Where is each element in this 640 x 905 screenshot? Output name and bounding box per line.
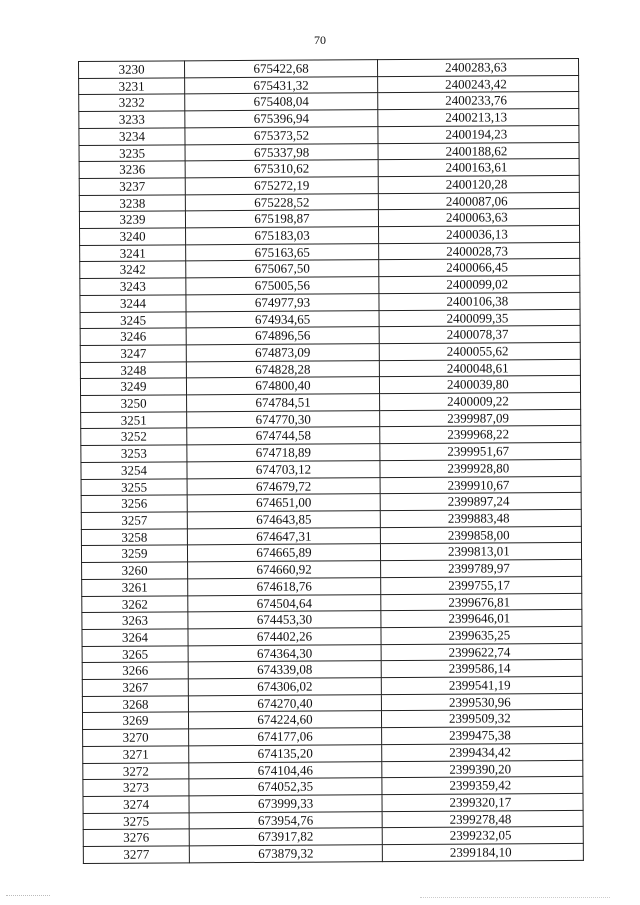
x-coordinate-cell: 675183,03: [186, 227, 379, 245]
y-coordinate-cell: 2400283,63: [377, 58, 578, 76]
point-number-cell: 3238: [79, 194, 185, 211]
point-number-cell: 3254: [81, 462, 187, 479]
point-number-cell: 3276: [83, 829, 189, 846]
scan-artifact-line: [420, 897, 610, 899]
point-number-cell: 3264: [82, 629, 188, 646]
x-coordinate-cell: 674104,46: [189, 761, 382, 779]
point-number-cell: 3267: [82, 679, 188, 696]
point-number-cell: 3263: [82, 612, 188, 629]
y-coordinate-cell: 2399755,17: [381, 576, 582, 594]
page-number: 70: [314, 33, 326, 47]
y-coordinate-cell: 2400120,28: [378, 175, 579, 193]
point-number-cell: 3245: [80, 311, 186, 328]
x-coordinate-cell: 675005,56: [186, 277, 379, 295]
x-coordinate-cell: 674339,08: [188, 661, 381, 679]
point-number-cell: 3271: [83, 746, 189, 763]
x-coordinate-cell: 674306,02: [188, 678, 381, 696]
x-coordinate-cell: 674270,40: [188, 694, 381, 712]
point-number-cell: 3275: [83, 812, 189, 829]
point-number-cell: 3230: [79, 61, 185, 78]
y-coordinate-cell: 2400087,06: [378, 192, 579, 210]
y-coordinate-cell: 2399541,19: [381, 676, 582, 694]
y-coordinate-cell: 2400048,61: [379, 359, 580, 377]
x-coordinate-cell: 674364,30: [188, 644, 381, 662]
y-coordinate-cell: 2399278,48: [382, 810, 583, 828]
x-coordinate-cell: 674651,00: [187, 494, 380, 512]
y-coordinate-cell: 2399676,81: [381, 593, 582, 611]
y-coordinate-cell: 2399646,01: [381, 610, 582, 628]
point-number-cell: 3265: [82, 645, 188, 662]
y-coordinate-cell: 2400188,62: [378, 142, 579, 160]
point-number-cell: 3277: [83, 846, 189, 863]
point-number-cell: 3242: [80, 261, 186, 278]
point-number-cell: 3231: [79, 78, 185, 95]
y-coordinate-cell: 2400213,13: [378, 109, 579, 127]
point-number-cell: 3259: [81, 545, 187, 562]
point-number-cell: 3270: [83, 729, 189, 746]
x-coordinate-cell: 675396,94: [185, 110, 378, 128]
y-coordinate-cell: 2399530,96: [381, 693, 582, 711]
point-number-cell: 3244: [80, 295, 186, 312]
point-number-cell: 3246: [80, 328, 186, 345]
y-coordinate-cell: 2400194,23: [378, 125, 579, 143]
table-row: [83, 843, 583, 863]
point-number-cell: 3273: [83, 779, 189, 796]
x-coordinate-cell: 674618,76: [188, 577, 381, 595]
point-number-cell: 3234: [79, 128, 185, 145]
y-coordinate-cell: 2399789,97: [381, 560, 582, 578]
y-coordinate-cell: 2399928,80: [380, 459, 581, 477]
point-number-cell: 3266: [82, 662, 188, 679]
point-number-cell: 3251: [81, 412, 187, 429]
point-number-cell: 3250: [81, 395, 187, 412]
y-coordinate-cell: 2400099,35: [379, 309, 580, 327]
x-coordinate-cell: 674744,58: [187, 427, 380, 445]
y-coordinate-cell: 2399858,00: [380, 526, 581, 544]
x-coordinate-cell: 674504,64: [188, 594, 381, 612]
x-coordinate-cell: 674828,28: [186, 360, 379, 378]
y-coordinate-cell: 2400009,22: [380, 392, 581, 410]
point-number-cell: 3236: [79, 161, 185, 178]
x-coordinate-cell: 673917,82: [189, 828, 382, 846]
x-coordinate-cell: 675228,52: [185, 193, 378, 211]
point-number-cell: 3243: [80, 278, 186, 295]
y-coordinate-cell: 2399897,24: [380, 493, 581, 511]
x-coordinate-cell: 674896,56: [186, 327, 379, 345]
point-number-cell: 3255: [81, 478, 187, 495]
y-coordinate-cell: 2399359,42: [382, 777, 583, 795]
point-number-cell: 3240: [80, 228, 186, 245]
x-coordinate-cell: 674660,92: [188, 561, 381, 579]
x-coordinate-cell: 674402,26: [188, 628, 381, 646]
x-coordinate-cell: 675198,87: [185, 210, 378, 228]
point-number-cell: 3253: [81, 445, 187, 462]
x-coordinate-cell: 673954,76: [189, 811, 382, 829]
point-number-cell: 3261: [82, 579, 188, 596]
point-number-cell: 3232: [79, 94, 185, 111]
x-coordinate-cell: 674643,85: [187, 511, 380, 529]
x-coordinate-cell: 675431,32: [185, 76, 378, 94]
y-coordinate-cell: 2399883,48: [380, 509, 581, 527]
y-coordinate-cell: 2400163,61: [378, 159, 579, 177]
y-coordinate-cell: 2399475,38: [382, 727, 583, 745]
y-coordinate-cell: 2399184,10: [382, 843, 583, 861]
x-coordinate-cell: 674052,35: [189, 778, 382, 796]
point-number-cell: 3235: [79, 144, 185, 161]
point-number-cell: 3274: [83, 796, 189, 813]
y-coordinate-cell: 2400066,45: [379, 259, 580, 277]
x-coordinate-cell: 673999,33: [189, 795, 382, 813]
x-coordinate-cell: 675163,65: [186, 243, 379, 261]
x-coordinate-cell: 674647,31: [187, 527, 380, 545]
x-coordinate-cell: 674800,40: [186, 377, 379, 395]
y-coordinate-cell: 2399586,14: [381, 660, 582, 678]
x-coordinate-cell: 674453,30: [188, 611, 381, 629]
x-coordinate-cell: 675310,62: [185, 160, 378, 178]
coordinates-table: [78, 58, 584, 864]
point-number-cell: 3268: [82, 696, 188, 713]
point-number-cell: 3249: [80, 378, 186, 395]
x-coordinate-cell: 673879,32: [189, 845, 382, 863]
x-coordinate-cell: 675272,19: [185, 177, 378, 195]
x-coordinate-cell: 675422,68: [185, 60, 378, 78]
y-coordinate-cell: 2400036,13: [379, 225, 580, 243]
x-coordinate-cell: 674784,51: [187, 394, 380, 412]
x-coordinate-cell: 674718,89: [187, 444, 380, 462]
x-coordinate-cell: 675067,50: [186, 260, 379, 278]
x-coordinate-cell: 674703,12: [187, 461, 380, 479]
x-coordinate-cell: 674873,09: [186, 344, 379, 362]
point-number-cell: 3241: [80, 245, 186, 262]
y-coordinate-cell: 2399320,17: [382, 793, 583, 811]
y-coordinate-cell: 2399910,67: [380, 476, 581, 494]
point-number-cell: 3252: [81, 428, 187, 445]
scan-artifact: [6, 895, 50, 898]
y-coordinate-cell: 2400106,38: [379, 292, 580, 310]
y-coordinate-cell: 2400078,37: [379, 326, 580, 344]
x-coordinate-cell: 674224,60: [188, 711, 381, 729]
y-coordinate-cell: 2400055,62: [379, 342, 580, 360]
x-coordinate-cell: 674177,06: [189, 728, 382, 746]
x-coordinate-cell: 674977,93: [186, 294, 379, 312]
y-coordinate-cell: 2399813,01: [380, 543, 581, 561]
point-number-cell: 3237: [79, 178, 185, 195]
point-number-cell: 3272: [83, 762, 189, 779]
x-coordinate-cell: 675408,04: [185, 93, 378, 111]
y-coordinate-cell: 2399987,09: [380, 409, 581, 427]
point-number-cell: 3262: [82, 595, 188, 612]
point-number-cell: 3258: [81, 529, 187, 546]
point-number-cell: 3233: [79, 111, 185, 128]
y-coordinate-cell: 2400028,73: [379, 242, 580, 260]
y-coordinate-cell: 2399509,32: [381, 710, 582, 728]
y-coordinate-cell: 2399635,25: [381, 626, 582, 644]
y-coordinate-cell: 2399968,22: [380, 426, 581, 444]
point-number-cell: 3269: [82, 712, 188, 729]
x-coordinate-cell: 674679,72: [187, 477, 380, 495]
y-coordinate-cell: 2399434,42: [382, 743, 583, 761]
y-coordinate-cell: 2400233,76: [378, 92, 579, 110]
point-number-cell: 3248: [80, 362, 186, 379]
x-coordinate-cell: 674934,65: [186, 310, 379, 328]
y-coordinate-cell: 2400243,42: [378, 75, 579, 93]
y-coordinate-cell: 2399390,20: [382, 760, 583, 778]
x-coordinate-cell: 674770,30: [187, 410, 380, 428]
y-coordinate-cell: 2400039,80: [379, 376, 580, 394]
point-number-cell: 3247: [80, 345, 186, 362]
y-coordinate-cell: 2399622,74: [381, 643, 582, 661]
x-coordinate-cell: 674665,89: [187, 544, 380, 562]
x-coordinate-cell: 675337,98: [185, 143, 378, 161]
x-coordinate-cell: 675373,52: [185, 126, 378, 144]
x-coordinate-cell: 674135,20: [189, 744, 382, 762]
coordinates-table-body: [79, 58, 584, 863]
y-coordinate-cell: 2399232,05: [382, 827, 583, 845]
y-coordinate-cell: 2400099,02: [379, 276, 580, 294]
point-number-cell: 3239: [79, 211, 185, 228]
point-number-cell: 3260: [82, 562, 188, 579]
point-number-cell: 3256: [81, 495, 187, 512]
y-coordinate-cell: 2400063,63: [378, 209, 579, 227]
point-number-cell: 3257: [81, 512, 187, 529]
y-coordinate-cell: 2399951,67: [380, 443, 581, 461]
